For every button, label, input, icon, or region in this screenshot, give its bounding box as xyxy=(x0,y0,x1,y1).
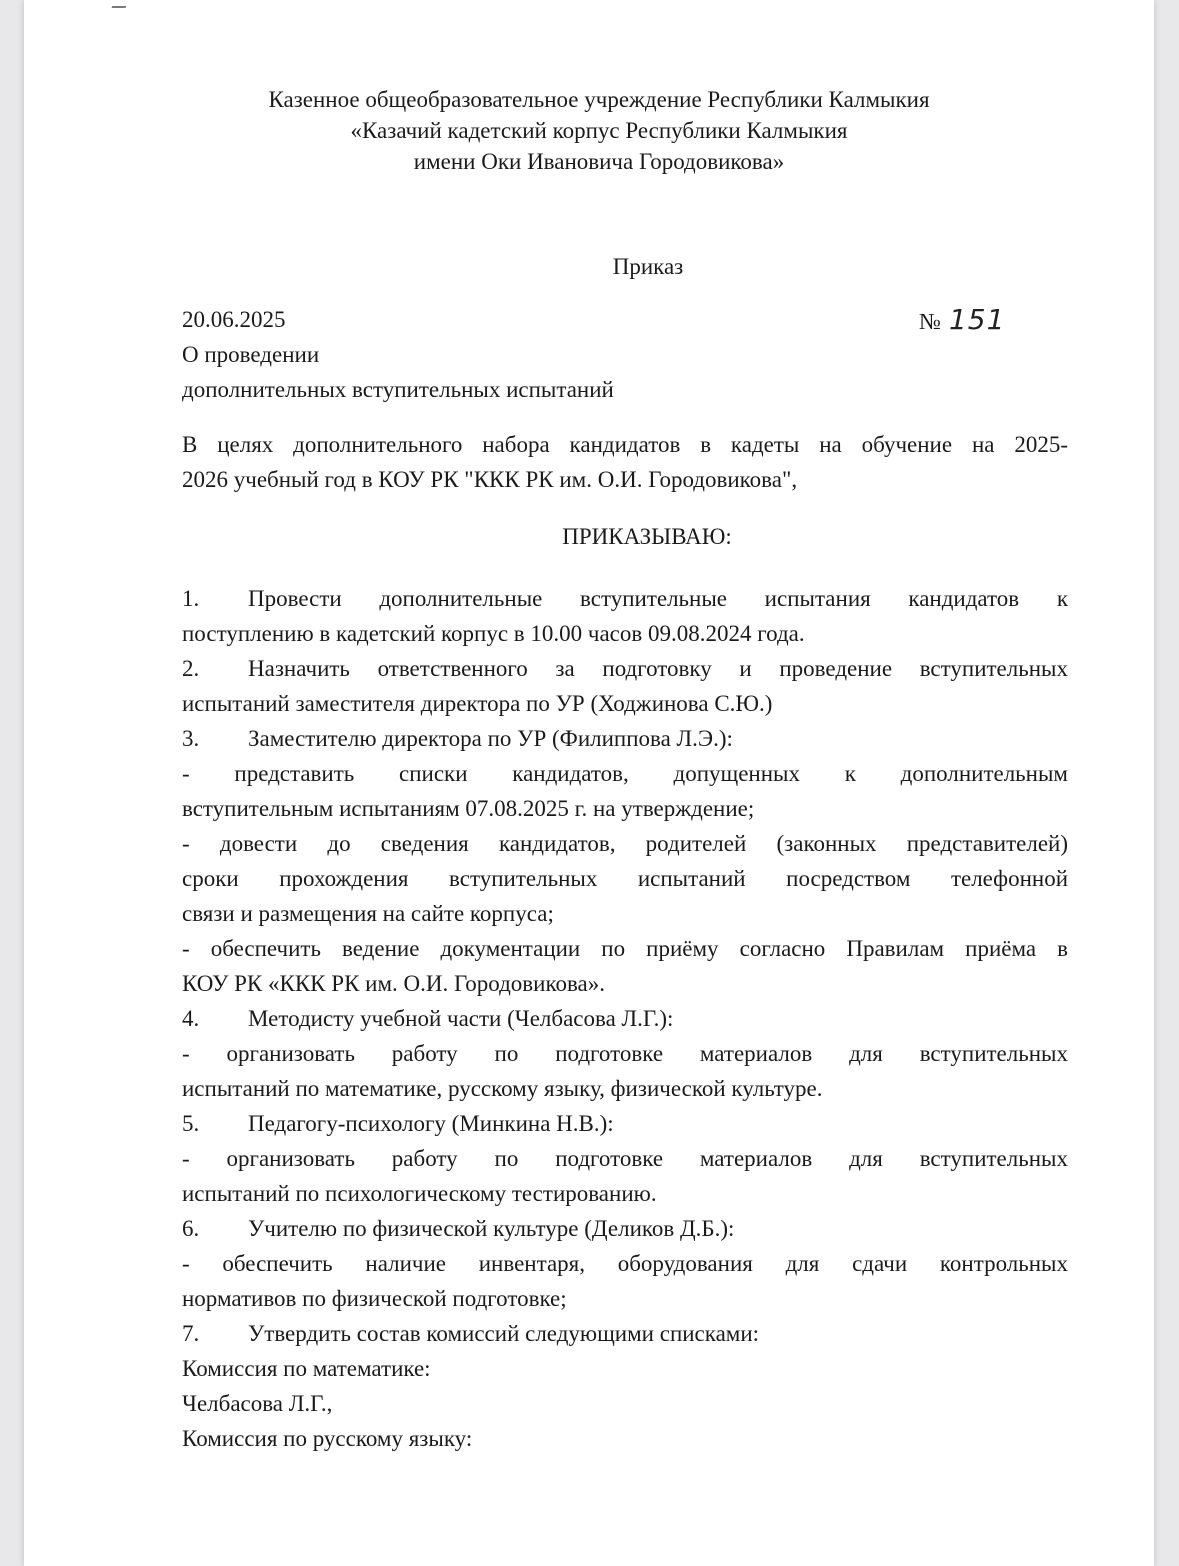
item-continuation: - организовать работу по подготовке материалов для вступительных xyxy=(182,1041,1068,1066)
order-item-6 xyxy=(182,1211,1068,1316)
order-date: 20.06.2025 xyxy=(182,307,286,332)
org-line-2: «Казачий кадетский корпус Республики Калмыкия xyxy=(350,118,848,143)
commission-heading: Комиссия по математике: xyxy=(182,1356,431,1381)
item-number: 6. xyxy=(182,1216,200,1241)
item-continuation: вступительным испытаниям 07.08.2025 г. на утверждение; xyxy=(182,796,755,821)
preamble-line-2: 2026 учебный год в КОУ РК "ККК РК им. О.И. Городовикова", xyxy=(182,467,798,492)
item-continuation: испытаний заместителя директора по УР (Ходжинова С.Ю.) xyxy=(182,691,773,716)
item-continuation: - обеспечить ведение документации по приёму согласно Правилам приёма в xyxy=(182,936,1068,961)
item-continuation: испытаний по математике, русскому языку, физической культуре. xyxy=(182,1076,823,1101)
order-item-5 xyxy=(182,1106,1068,1211)
item-continuation: - обеспечить наличие инвентаря, оборудования для сдачи контрольных xyxy=(182,1251,1068,1276)
item-continuation: поступлению в кадетский корпус в 10.00 часов 09.08.2024 года. xyxy=(182,621,805,646)
organization-header xyxy=(24,84,1174,177)
number-sign: № xyxy=(919,309,941,334)
item-number: 4. xyxy=(182,1006,200,1031)
item-text: Провести дополнительные вступительные испытания кандидатов к xyxy=(248,586,1068,611)
order-item-4 xyxy=(182,1001,1068,1106)
item-number: 5. xyxy=(182,1111,200,1136)
order-item-7 xyxy=(182,1316,1068,1456)
order-heading: ПРИКАЗЫВАЮ: xyxy=(562,524,732,549)
item-text: Педагогу-психологу (Минкина Н.В.): xyxy=(248,1111,614,1136)
handwritten-number: 151 xyxy=(948,303,1006,336)
preamble-line-1: В целях дополнительного набора кандидатов в кадеты на обучение на 2025- xyxy=(182,432,1068,457)
order-item-3 xyxy=(182,721,1068,1001)
commission-member: Челбасова Л.Г., xyxy=(182,1391,333,1416)
subject-line-1: О проведении xyxy=(182,342,320,367)
order-item-1 xyxy=(182,581,1068,651)
pen-mark xyxy=(112,0,129,8)
item-continuation: - представить списки кандидатов, допущенных к дополнительным xyxy=(182,761,1068,786)
item-text: Методисту учебной части (Челбасова Л.Г.): xyxy=(248,1006,674,1031)
subject-line-2: дополнительных вступительных испытаний xyxy=(182,377,614,402)
document-page xyxy=(24,0,1154,1566)
item-continuation: связи и размещения на сайте корпуса; xyxy=(182,901,554,926)
item-number: 2. xyxy=(182,656,200,681)
item-text: Утвердить состав комиссий следующими списками: xyxy=(248,1321,760,1346)
item-continuation: - организовать работу по подготовке материалов для вступительных xyxy=(182,1146,1068,1171)
order-items xyxy=(182,581,1068,1456)
item-continuation: испытаний по психологическому тестированию. xyxy=(182,1181,657,1206)
order-item-2 xyxy=(182,651,1068,721)
item-number: 7. xyxy=(182,1321,200,1346)
item-continuation: сроки прохождения вступительных испытаний посредством телефонной xyxy=(182,866,1068,891)
item-number: 3. xyxy=(182,726,200,751)
item-text: Учителю по физической культуре (Деликов Д.Б.): xyxy=(248,1216,735,1241)
org-line-1: Казенное общеобразовательное учреждение Республики Калмыкия xyxy=(268,87,930,112)
order-number xyxy=(919,302,1005,339)
item-number: 1. xyxy=(182,586,200,611)
org-line-3: имени Оки Ивановича Городовикова» xyxy=(413,149,785,174)
item-text: Назначить ответственного за подготовку и проведение вступительных xyxy=(248,656,1068,681)
document-title: Приказ xyxy=(612,254,684,279)
preamble xyxy=(182,427,1068,497)
item-continuation: - довести до сведения кандидатов, родителей (законных представителей) xyxy=(182,831,1068,856)
item-continuation: КОУ РК «ККК РК им. О.И. Городовикова». xyxy=(182,971,605,996)
commission-heading: Комиссия по русскому языку: xyxy=(182,1426,473,1451)
order-subject xyxy=(182,337,614,407)
item-text: Заместителю директора по УР (Филиппова Л.Э.): xyxy=(248,726,733,751)
item-continuation: нормативов по физической подготовке; xyxy=(182,1286,567,1311)
